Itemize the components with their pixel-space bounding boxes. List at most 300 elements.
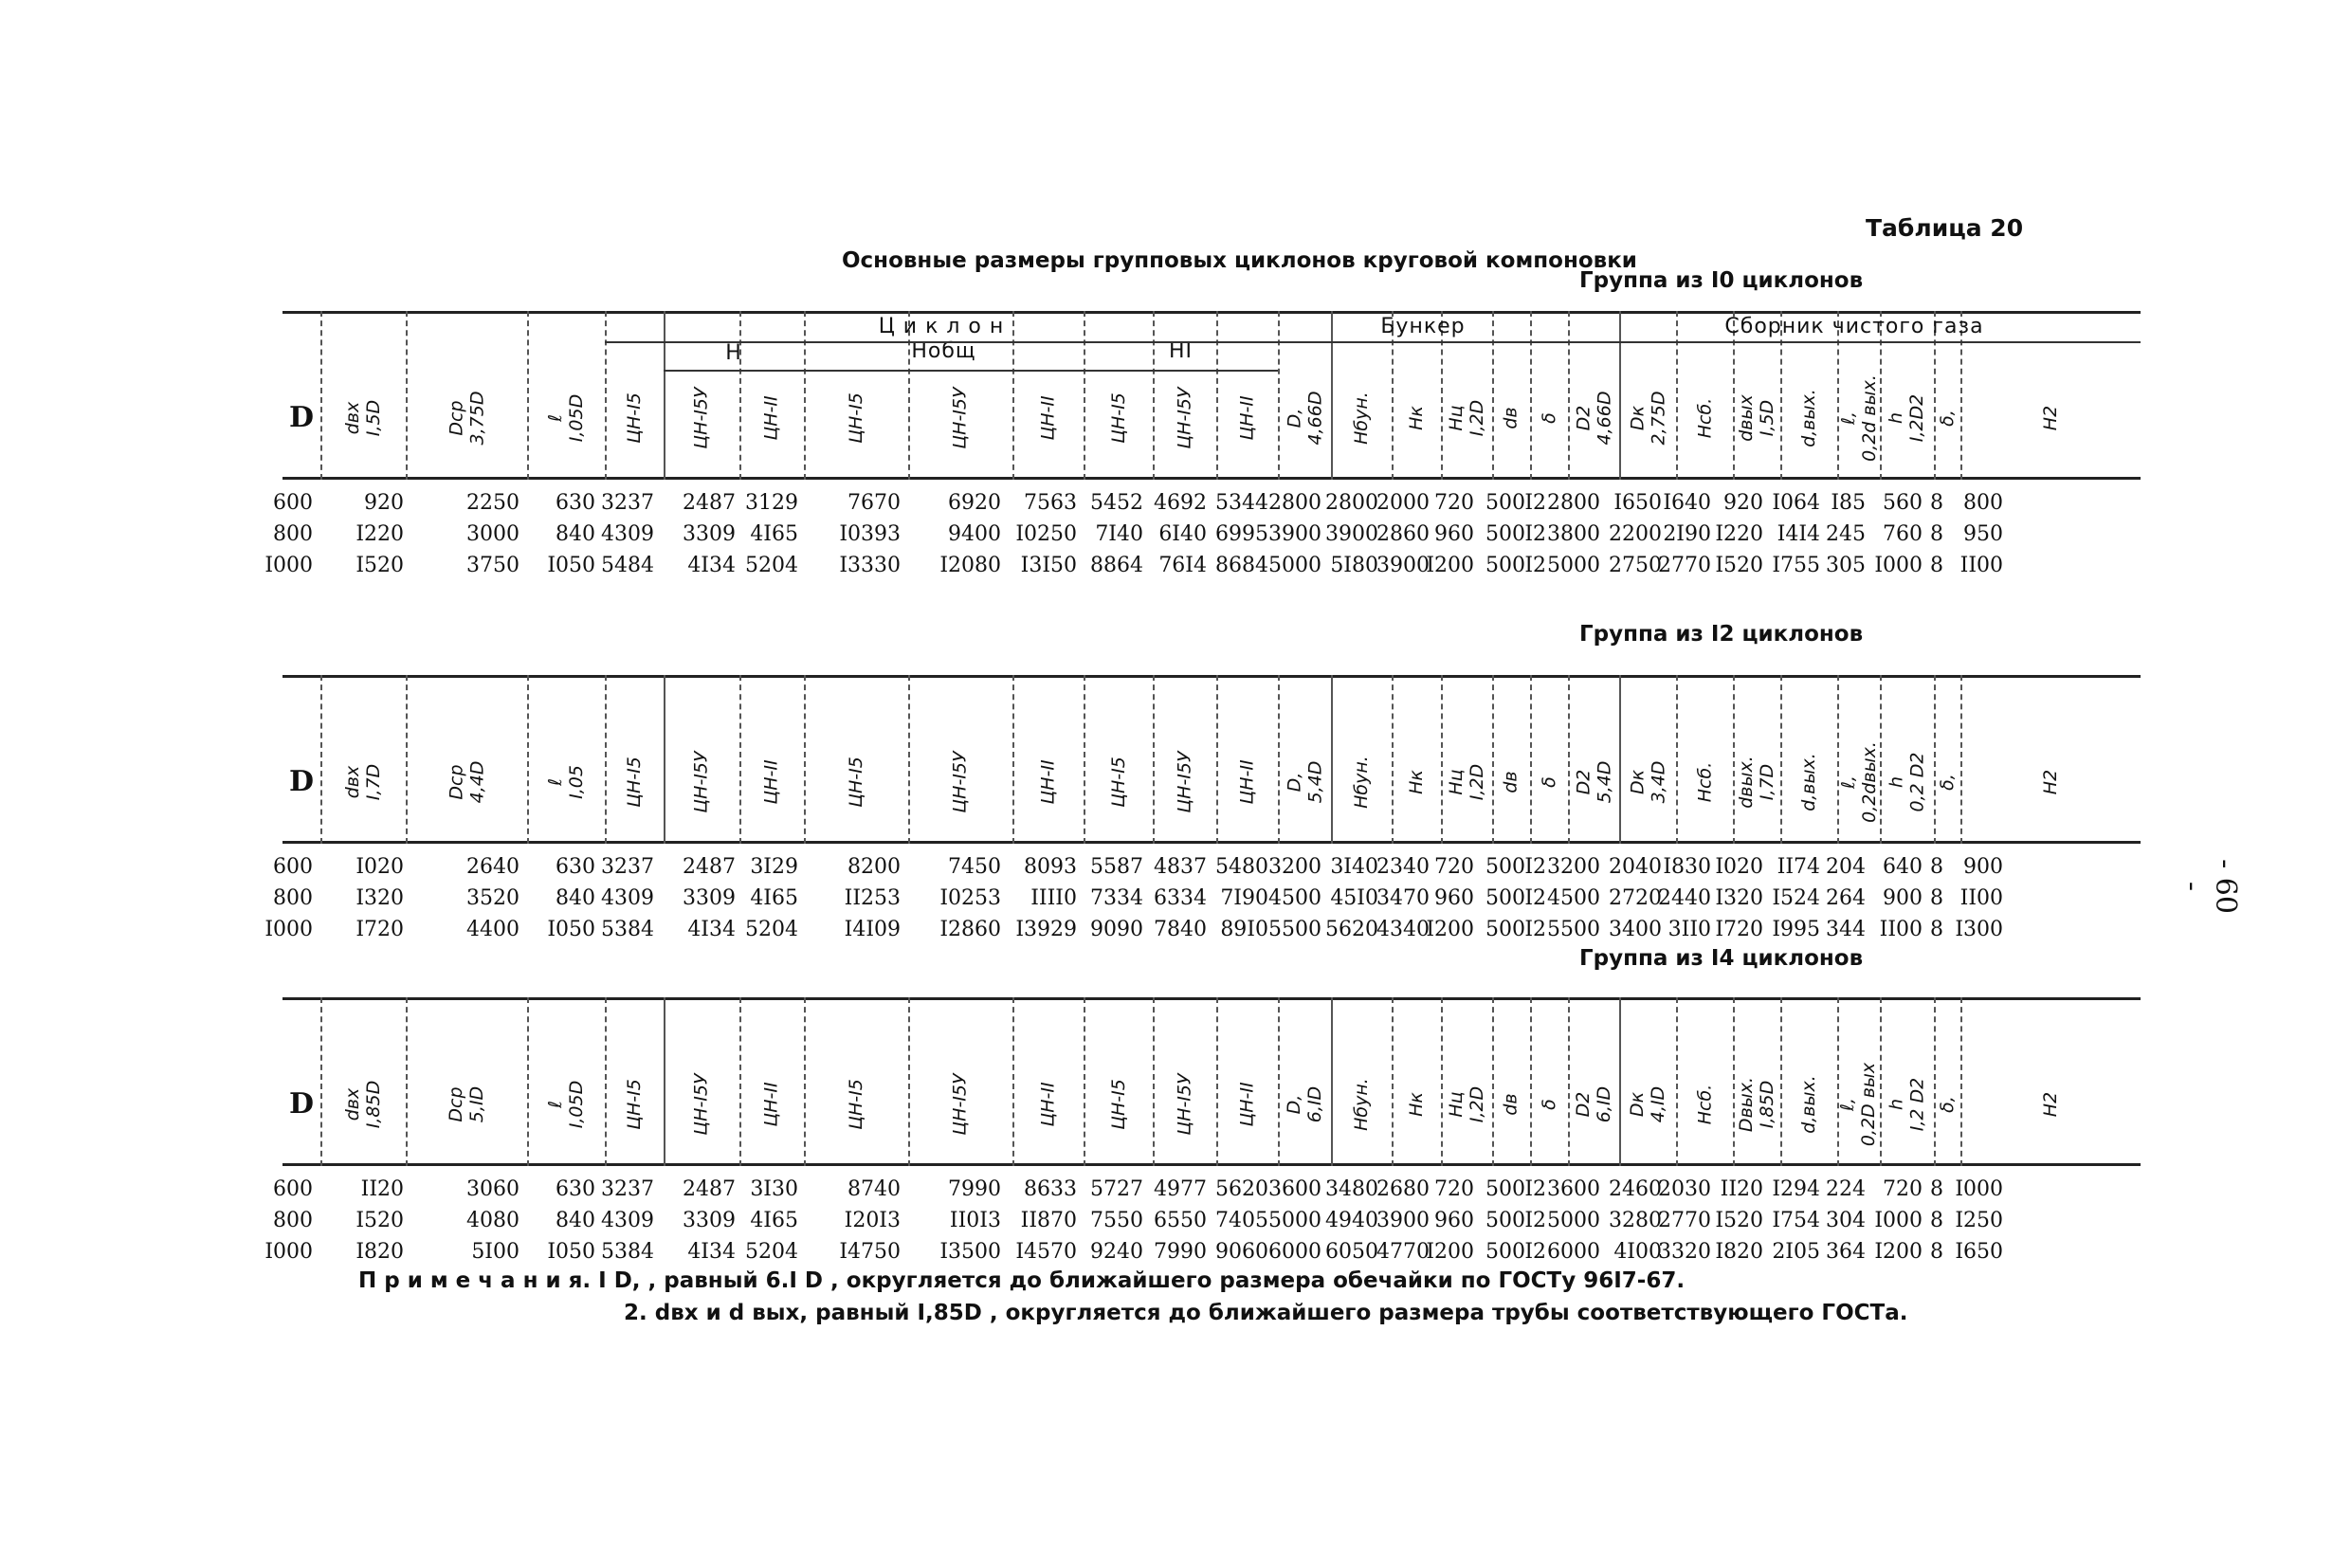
column-header xyxy=(1960,366,2141,470)
table-cell: 4400 xyxy=(466,918,519,941)
table-cell: 3I30 xyxy=(750,1177,798,1201)
table-cell: 4692 xyxy=(1154,491,1207,515)
table-cell: 6000 xyxy=(1268,1240,1321,1264)
table-cell: 5204 xyxy=(745,918,798,941)
table-cell: 5727 xyxy=(1090,1177,1143,1201)
table-cell: 500 xyxy=(1485,1177,1525,1201)
table-cell: 3900 xyxy=(1376,1209,1430,1232)
column-header-label: ЦН-I5У xyxy=(1174,1073,1195,1136)
table-row xyxy=(273,1176,2141,1207)
table-cell: 960 xyxy=(1434,886,1474,910)
header-bottom-rule xyxy=(282,1163,2141,1166)
table-cell: II870 xyxy=(1020,1209,1077,1232)
table-cell: 2487 xyxy=(683,855,736,879)
column-header-label: dвх I,7D xyxy=(342,763,384,801)
column-header-label: ℓ I,05 xyxy=(544,765,587,799)
column-header xyxy=(908,366,1012,470)
table-cell: 7I40 xyxy=(1095,522,1143,546)
column-header-label: ЦН-I5У xyxy=(1174,751,1195,813)
column-header xyxy=(1733,366,1780,470)
column-header-label: ℓ, 0,2d вых. xyxy=(1837,374,1880,462)
table-cell: 3750 xyxy=(466,554,519,577)
table-cell: I830 xyxy=(1663,855,1711,879)
column-header-label: ЦН-II xyxy=(760,395,782,441)
column-header-label: dв xyxy=(1500,771,1522,793)
table-cell: 6050 xyxy=(1325,1240,1378,1264)
table-cell: 264 xyxy=(1826,886,1866,910)
section-h1: HI xyxy=(1168,339,1194,363)
column-header xyxy=(605,1052,664,1157)
column-header xyxy=(1619,366,1676,470)
table-cell: 2460 xyxy=(1609,1177,1662,1201)
table-cell: 3200 xyxy=(1547,855,1600,879)
column-header xyxy=(1153,730,1216,834)
table-row xyxy=(273,884,2141,916)
column-header-label: ℓ, 0,2dвых. xyxy=(1837,741,1880,823)
table-cell: I000 xyxy=(264,918,313,941)
table-cell: I820 xyxy=(355,1240,404,1264)
table-cell: 2I05 xyxy=(1772,1240,1820,1264)
table-cell: I524 xyxy=(1772,886,1820,910)
table-cell: I650 xyxy=(1613,491,1662,515)
table-cell: 6550 xyxy=(1154,1209,1207,1232)
column-header xyxy=(804,1052,908,1157)
table-cell: 4500 xyxy=(1268,886,1321,910)
table-cell: 8 xyxy=(1930,1240,1943,1264)
table-cell: I050 xyxy=(547,554,595,577)
table-cell: 5480 xyxy=(1215,855,1268,879)
table-cell: 2340 xyxy=(1376,855,1430,879)
column-header-label: ЦН-I5 xyxy=(624,392,645,444)
table-cell: 3000 xyxy=(466,522,519,546)
table-cell: 800 xyxy=(273,1209,313,1232)
table-cell: 2200 xyxy=(1609,522,1662,546)
table-cell: I200 xyxy=(1426,554,1474,577)
column-header-label: Dк 3,4D xyxy=(1626,760,1668,804)
table-cell: 3600 xyxy=(1268,1177,1321,1201)
table-cell: II74 xyxy=(1777,855,1820,879)
table-cell: 2487 xyxy=(683,491,736,515)
column-header xyxy=(1492,730,1530,834)
table-cell: 8 xyxy=(1930,886,1943,910)
column-header xyxy=(1084,366,1153,470)
table-cell: I220 xyxy=(355,522,404,546)
column-header-label: Dвых. I,85D xyxy=(1736,1076,1777,1133)
table-cell: 3060 xyxy=(466,1177,519,1201)
column-header-label: d,вых. xyxy=(1798,1075,1819,1134)
table-cell: 630 xyxy=(556,855,595,879)
column-header-label: h I,2D2 xyxy=(1886,393,1928,443)
table-cell: 6000 xyxy=(1547,1240,1600,1264)
column-header xyxy=(908,730,1012,834)
table-cell: 4309 xyxy=(601,522,654,546)
table-cell: 960 xyxy=(1434,522,1474,546)
table-cell: 920 xyxy=(364,491,404,515)
column-header xyxy=(908,1052,1012,1157)
column-header xyxy=(1392,730,1441,834)
table-cell: 4309 xyxy=(601,886,654,910)
table-cell: I2 xyxy=(1524,855,1546,879)
column-header xyxy=(1880,730,1934,834)
column-header xyxy=(1530,366,1568,470)
column-header xyxy=(1676,366,1733,470)
table-cell: 500 xyxy=(1485,886,1525,910)
table-cell: 5I00 xyxy=(471,1240,519,1264)
table-cell: 5344 xyxy=(1215,491,1268,515)
table-cell: 630 xyxy=(556,1177,595,1201)
table-cell: 840 xyxy=(556,522,595,546)
table-cell: I2 xyxy=(1524,554,1546,577)
column-header-label: ЦН-I5У xyxy=(949,387,971,449)
column-header-label: ЦН-II xyxy=(1037,759,1059,805)
column-header xyxy=(282,1052,320,1157)
table-cell: 5620 xyxy=(1215,1177,1268,1201)
table-cell: 364 xyxy=(1826,1240,1866,1264)
column-header xyxy=(1441,730,1492,834)
column-header xyxy=(804,730,908,834)
column-header-label: ЦН-I5У xyxy=(690,387,712,449)
column-header xyxy=(1492,366,1530,470)
section-collector: Сборник чистого газа xyxy=(1724,315,1984,338)
column-header-label: δ, xyxy=(1936,774,1958,791)
column-header-label: Hц I,2D xyxy=(1446,399,1487,437)
table-cell: 2040 xyxy=(1609,855,1662,879)
table-cell: I000 xyxy=(1955,1177,2003,1201)
table-cell: I000 xyxy=(1874,1209,1923,1232)
table-cell: 6920 xyxy=(948,491,1001,515)
column-header xyxy=(320,366,406,470)
table-cell: 3800 xyxy=(1547,522,1600,546)
column-header xyxy=(1733,1052,1780,1157)
column-header xyxy=(739,366,804,470)
table-cell: 7550 xyxy=(1090,1209,1143,1232)
table-cell: I020 xyxy=(1715,855,1763,879)
table-cell: 3129 xyxy=(745,491,798,515)
table-cell: 4340 xyxy=(1376,918,1430,941)
section-rule xyxy=(605,341,2141,343)
section-hobsh: Hобщ xyxy=(911,339,976,363)
table-cell: 8633 xyxy=(1024,1177,1077,1201)
table-cell: 8 xyxy=(1930,1177,1943,1201)
column-header xyxy=(282,730,320,834)
column-header-label: δ xyxy=(1539,412,1559,424)
table-cell: IIII0 xyxy=(1030,886,1077,910)
column-header-label: Dср 4,4D xyxy=(445,760,487,804)
header-top-rule xyxy=(282,997,2141,1000)
table-cell: 4080 xyxy=(466,1209,519,1232)
table-cell: I4570 xyxy=(1015,1240,1077,1264)
column-header xyxy=(320,1052,406,1157)
table-cell: 7670 xyxy=(847,491,901,515)
column-header xyxy=(1153,366,1216,470)
table-cell: 760 xyxy=(1883,522,1923,546)
column-header xyxy=(1960,730,2141,834)
table-cell: I2 xyxy=(1524,491,1546,515)
group-title-14: Группа из I4 циклонов xyxy=(1579,946,1864,971)
column-header xyxy=(1278,366,1331,470)
table-cell: I755 xyxy=(1772,554,1820,577)
column-header-label: ЦН-I5 xyxy=(1107,757,1129,808)
table-row xyxy=(264,916,2141,947)
column-header xyxy=(1568,730,1619,834)
column-header xyxy=(1084,730,1153,834)
table-cell: 2750 xyxy=(1609,554,1662,577)
table-cell: 2000 xyxy=(1376,491,1430,515)
table-cell: 7I90 xyxy=(1220,886,1268,910)
table-cell: 2720 xyxy=(1609,886,1662,910)
table-row xyxy=(273,520,2141,552)
table-cell: II0I3 xyxy=(949,1209,1001,1232)
column-header xyxy=(1880,366,1934,470)
table-cell: I3330 xyxy=(839,554,901,577)
table-cell: 9240 xyxy=(1090,1240,1143,1264)
table-cell: 6995 xyxy=(1215,522,1268,546)
table-cell: I720 xyxy=(355,918,404,941)
column-header-label: ЦН-I5 xyxy=(624,757,645,808)
column-header xyxy=(1216,730,1278,834)
column-header xyxy=(664,730,739,834)
column-header xyxy=(1084,1052,1153,1157)
column-header-label: Hбун. xyxy=(1351,756,1372,809)
table-cell: 3480 xyxy=(1325,1177,1378,1201)
table-cell: 3309 xyxy=(683,886,736,910)
table-cell: 3I40 xyxy=(1330,855,1378,879)
table-body xyxy=(264,1176,2141,1269)
column-header-label: Dк 4,ID xyxy=(1627,1085,1668,1123)
column-header xyxy=(406,730,527,834)
table-cell: I520 xyxy=(1715,1209,1763,1232)
note-2: 2. dвх и d вых, равный I,85D , округляется до ближайшего размера трубы соответствующего ГОСТа. xyxy=(624,1301,1908,1325)
column-header-label: Hсб. xyxy=(1694,1084,1715,1125)
table-cell: 9090 xyxy=(1090,918,1143,941)
table-cell: 8 xyxy=(1930,1209,1943,1232)
column-header xyxy=(1216,366,1278,470)
column-header xyxy=(1012,1052,1084,1157)
column-header xyxy=(1392,366,1441,470)
table-cell: 720 xyxy=(1434,1177,1474,1201)
table-cell: 5384 xyxy=(601,918,654,941)
table-cell: I520 xyxy=(355,1209,404,1232)
table-cell: I0253 xyxy=(939,886,1001,910)
table-cell: 560 xyxy=(1883,491,1923,515)
table-cell: II20 xyxy=(1720,1177,1763,1201)
table-cell: I3500 xyxy=(939,1240,1001,1264)
table-cell: I200 xyxy=(1874,1240,1923,1264)
table-cell: 840 xyxy=(556,1209,595,1232)
table-cell: I4750 xyxy=(839,1240,901,1264)
table-cell: I2 xyxy=(1524,886,1546,910)
table-cell: 500 xyxy=(1485,1240,1525,1264)
column-header xyxy=(1934,366,1960,470)
column-header xyxy=(527,730,605,834)
table-cell: I720 xyxy=(1715,918,1763,941)
column-header-label: Hсб. xyxy=(1694,397,1715,439)
column-header xyxy=(1676,730,1733,834)
table-cell: 9400 xyxy=(948,522,1001,546)
table-caption: Основные размеры групповых циклонов круговой компоновки xyxy=(842,248,1637,273)
column-header xyxy=(739,730,804,834)
table-cell: I020 xyxy=(355,855,404,879)
table-cell: I000 xyxy=(264,554,313,577)
header-bottom-rule xyxy=(282,841,2141,844)
table-row xyxy=(264,1238,2141,1269)
column-header xyxy=(1619,1052,1676,1157)
column-header xyxy=(1392,1052,1441,1157)
table-cell: 500 xyxy=(1485,554,1525,577)
table-cell: 8 xyxy=(1930,554,1943,577)
table-cell: 920 xyxy=(1723,491,1763,515)
table-cell: 3600 xyxy=(1547,1177,1600,1201)
table-row xyxy=(273,489,2141,520)
column-header-label: ЦН-I5У xyxy=(1174,387,1195,449)
column-header xyxy=(1331,366,1392,470)
table-cell: 5484 xyxy=(601,554,654,577)
column-header-label: δ, xyxy=(1936,410,1958,427)
table-cell: 89I0 xyxy=(1220,918,1268,941)
column-header-label: Hбун. xyxy=(1351,392,1372,445)
column-header-label: Hсб. xyxy=(1694,761,1715,803)
column-header-label: dвх I,5D xyxy=(342,399,384,437)
table-cell: I2 xyxy=(1524,522,1546,546)
table-body xyxy=(264,853,2141,947)
table-cell: 2487 xyxy=(683,1177,736,1201)
table-cell: 3900 xyxy=(1325,522,1378,546)
table-cell: I064 xyxy=(1772,491,1820,515)
table-cell: 950 xyxy=(1963,522,2003,546)
table-cell: 2770 xyxy=(1658,554,1711,577)
column-header-label: ЦН-I5У xyxy=(949,751,971,813)
column-header-label: dв xyxy=(1500,407,1522,429)
column-header-label: ЦН-I5У xyxy=(949,1073,971,1136)
table-cell: 900 xyxy=(1883,886,1923,910)
table-cell: 960 xyxy=(1434,1209,1474,1232)
table-cell: 8 xyxy=(1930,855,1943,879)
table-cell: I000 xyxy=(1874,554,1923,577)
column-header xyxy=(804,366,908,470)
table-cell: 4309 xyxy=(601,1209,654,1232)
table-cell: 3900 xyxy=(1268,522,1321,546)
table-cell: 2030 xyxy=(1658,1177,1711,1201)
table-cell: I520 xyxy=(355,554,404,577)
column-header-label: ЦН-II xyxy=(760,1082,782,1127)
table-cell: 245 xyxy=(1826,522,1866,546)
table-row xyxy=(273,1207,2141,1238)
table-cell: 3320 xyxy=(1658,1240,1711,1264)
table-cell: 5620 xyxy=(1325,918,1378,941)
table-group-12 xyxy=(264,675,2141,947)
table-cell: 640 xyxy=(1883,855,1923,879)
column-header-label: ЦН-I5 xyxy=(624,1079,645,1130)
table-cell: I050 xyxy=(547,1240,595,1264)
table-cell: I4I09 xyxy=(844,918,901,941)
column-header xyxy=(1441,1052,1492,1157)
table-cell: 8684 xyxy=(1215,554,1268,577)
table-cell: 4837 xyxy=(1154,855,1207,879)
table-cell: 4I65 xyxy=(750,1209,798,1232)
table-cell: 3237 xyxy=(601,491,654,515)
table-cell: 304 xyxy=(1826,1209,1866,1232)
table-cell: I2 xyxy=(1524,1240,1546,1264)
table-cell: I650 xyxy=(1955,1240,2003,1264)
column-header-label: D xyxy=(288,401,314,434)
table-cell: 5I80 xyxy=(1330,554,1378,577)
table-cell: 5500 xyxy=(1268,918,1321,941)
column-header xyxy=(1492,1052,1530,1157)
column-header xyxy=(1568,1052,1619,1157)
table-cell: 800 xyxy=(273,886,313,910)
header-top-rule xyxy=(282,675,2141,678)
table-cell: I3929 xyxy=(1015,918,1077,941)
column-header-label: ЦН-II xyxy=(1236,759,1258,805)
table-cell: I050 xyxy=(547,918,595,941)
table-cell: I3I50 xyxy=(1020,554,1077,577)
column-header xyxy=(527,1052,605,1157)
column-header-label: Dср 3,75D xyxy=(446,391,487,446)
table-cell: 6I40 xyxy=(1158,522,1207,546)
column-header-label: ЦН-I5 xyxy=(846,1079,866,1130)
table-cell: I4I4 xyxy=(1777,522,1820,546)
table-cell: I200 xyxy=(1426,918,1474,941)
table-cell: 2800 xyxy=(1547,491,1600,515)
column-header-label: h I,2 D2 xyxy=(1886,1077,1928,1132)
column-header-label: ℓ, 0,2D вых xyxy=(1837,1062,1880,1147)
table-cell: I520 xyxy=(1715,554,1763,577)
table-cell: 45I0 xyxy=(1330,886,1378,910)
table-cell: 630 xyxy=(556,491,595,515)
column-header-label: Hк xyxy=(1405,1092,1427,1117)
table-cell: 4977 xyxy=(1154,1177,1207,1201)
table-cell: 224 xyxy=(1826,1177,1866,1201)
column-header-label: Hк xyxy=(1405,406,1427,430)
column-header xyxy=(1733,730,1780,834)
column-header xyxy=(1216,1052,1278,1157)
table-cell: 5000 xyxy=(1268,1209,1321,1232)
table-cell: 5587 xyxy=(1090,855,1143,879)
column-header-label: ЦН-II xyxy=(1236,1082,1258,1127)
table-cell: II20 xyxy=(360,1177,404,1201)
column-header-label: D, 5,4D xyxy=(1283,760,1325,804)
table-row xyxy=(273,853,2141,884)
column-header-label: D xyxy=(288,765,314,798)
table-cell: I820 xyxy=(1715,1240,1763,1264)
column-header-label: ЦН-I5 xyxy=(846,392,866,444)
table-cell: 3200 xyxy=(1268,855,1321,879)
column-header xyxy=(1934,1052,1960,1157)
table-cell: 4I34 xyxy=(687,1240,736,1264)
table-cell: 8 xyxy=(1930,491,1943,515)
table-cell: 8 xyxy=(1930,918,1943,941)
table-cell: 5384 xyxy=(601,1240,654,1264)
table-cell: I754 xyxy=(1772,1209,1820,1232)
table-cell: II253 xyxy=(844,886,901,910)
table-cell: 8740 xyxy=(847,1177,901,1201)
column-header-label: Hбун. xyxy=(1351,1078,1372,1131)
column-header xyxy=(1780,730,1837,834)
section-cyclone: Ц и к л о н xyxy=(878,315,1005,338)
table-cell: 4770 xyxy=(1376,1240,1430,1264)
table-cell: I250 xyxy=(1955,1209,2003,1232)
column-header xyxy=(664,1052,739,1157)
column-header-label: δ, xyxy=(1936,1096,1958,1113)
table-cell: II00 xyxy=(1959,886,2003,910)
note-1: П р и м е ч а н и я. I D, , равный 6.I D , округляется до ближайшего размера обечайки по ГОСТу 96I7-67. xyxy=(358,1268,1686,1293)
table-cell: 600 xyxy=(273,1177,313,1201)
table-cell: 720 xyxy=(1434,491,1474,515)
table-cell: 2250 xyxy=(466,491,519,515)
table-cell: 204 xyxy=(1826,855,1866,879)
column-header-label: D, 4,66D xyxy=(1284,391,1325,446)
table-cell: 3400 xyxy=(1609,918,1662,941)
